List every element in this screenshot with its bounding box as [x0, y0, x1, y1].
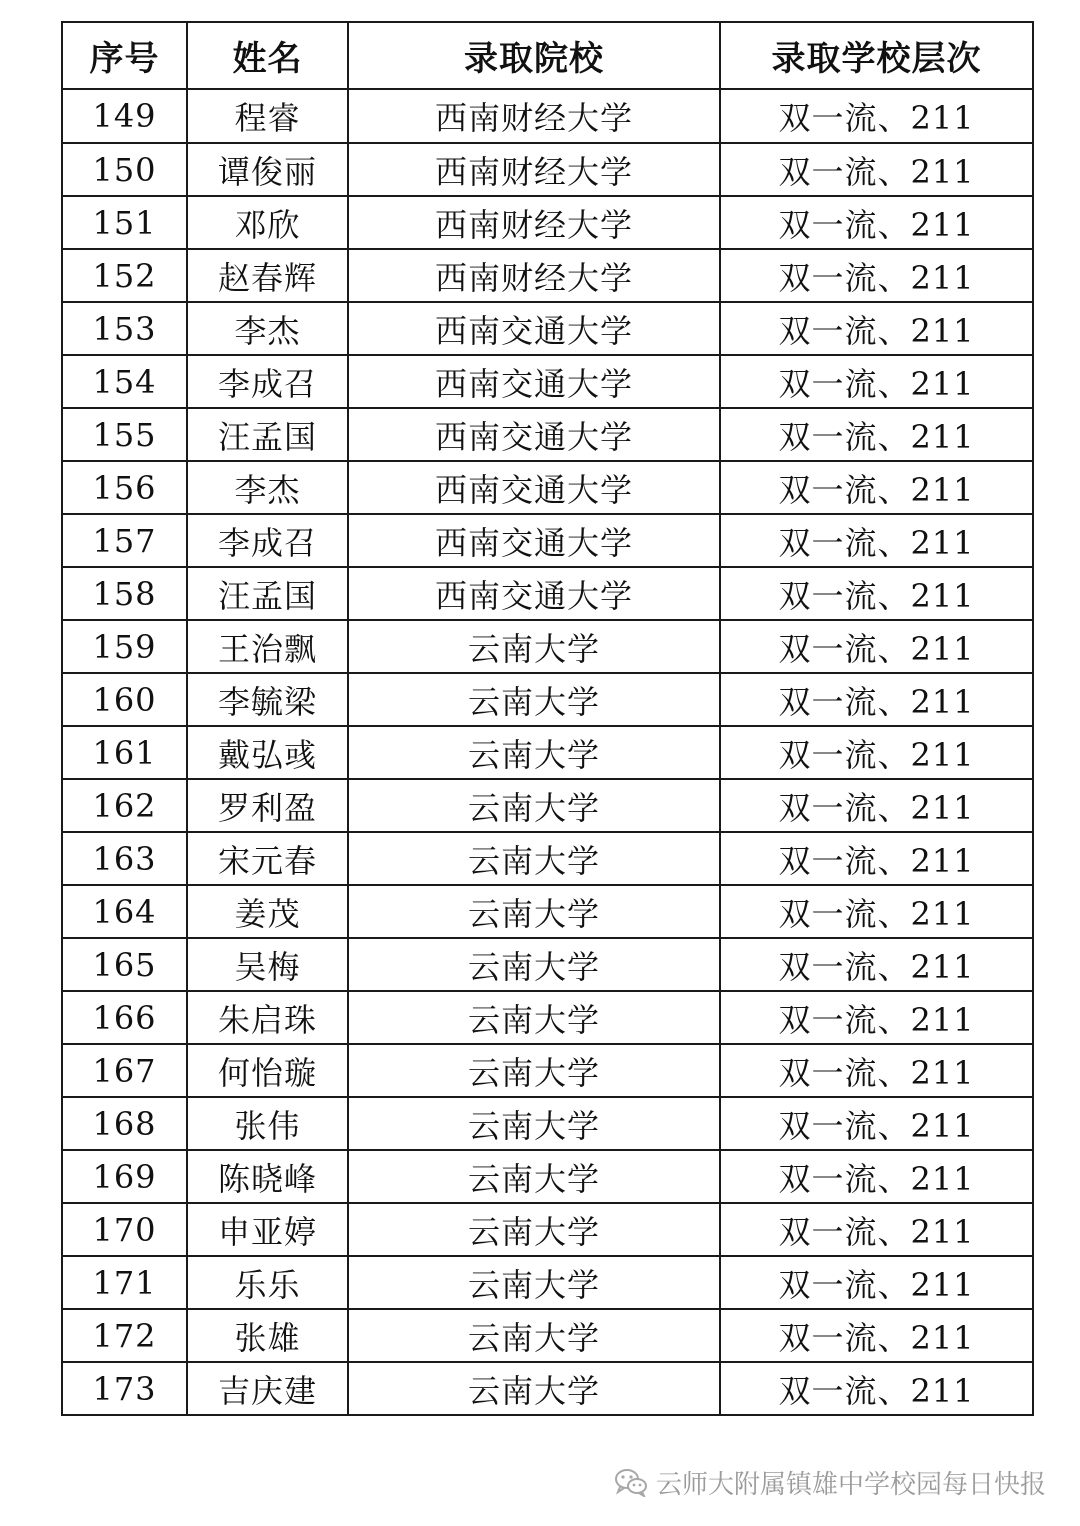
table-row — [62, 89, 1033, 143]
table-row — [62, 1150, 1033, 1203]
cell-name: 程睿 — [187, 89, 348, 143]
cell-level: 双一流、211 — [720, 1097, 1033, 1150]
cell-seq: 169 — [62, 1150, 187, 1203]
cell-name: 李杰 — [187, 302, 348, 355]
cell-name: 申亚婷 — [187, 1203, 348, 1256]
cell-seq: 158 — [62, 567, 187, 620]
cell-level: 双一流、211 — [720, 1044, 1033, 1097]
watermark-text: 云师大附属镇雄中学校园每日快报 — [655, 1469, 1046, 1500]
table-row — [62, 1362, 1033, 1415]
cell-seq: 156 — [62, 461, 187, 514]
cell-school: 云南大学 — [348, 726, 720, 779]
table-row — [62, 991, 1033, 1044]
cell-name: 宋元春 — [187, 832, 348, 885]
cell-level: 双一流、211 — [720, 885, 1033, 938]
cell-level: 双一流、211 — [720, 302, 1033, 355]
cell-seq: 165 — [62, 938, 187, 991]
cell-seq: 149 — [62, 89, 187, 143]
cell-name: 吉庆建 — [187, 1362, 348, 1415]
header-seq: 序号 — [62, 22, 187, 89]
cell-name: 王治飘 — [187, 620, 348, 673]
cell-seq: 163 — [62, 832, 187, 885]
cell-level: 双一流、211 — [720, 1203, 1033, 1256]
cell-school: 云南大学 — [348, 832, 720, 885]
cell-school: 云南大学 — [348, 938, 720, 991]
header-school: 录取院校 — [348, 22, 720, 89]
cell-level: 双一流、211 — [720, 461, 1033, 514]
cell-seq: 166 — [62, 991, 187, 1044]
cell-school: 西南交通大学 — [348, 567, 720, 620]
cell-level: 双一流、211 — [720, 143, 1033, 196]
table-row — [62, 249, 1033, 302]
cell-name: 赵春辉 — [187, 249, 348, 302]
cell-school: 云南大学 — [348, 1150, 720, 1203]
cell-school: 西南财经大学 — [348, 249, 720, 302]
cell-name: 姜茂 — [187, 885, 348, 938]
cell-level: 双一流、211 — [720, 196, 1033, 249]
cell-school: 西南交通大学 — [348, 355, 720, 408]
cell-name: 何怡璇 — [187, 1044, 348, 1097]
cell-seq: 150 — [62, 143, 187, 196]
cell-name: 吴梅 — [187, 938, 348, 991]
table-row — [62, 302, 1033, 355]
cell-seq: 157 — [62, 514, 187, 567]
wechat-icon — [614, 1467, 648, 1497]
cell-seq: 161 — [62, 726, 187, 779]
table-row — [62, 567, 1033, 620]
table-row — [62, 726, 1033, 779]
cell-school: 西南财经大学 — [348, 89, 720, 143]
cell-level: 双一流、211 — [720, 832, 1033, 885]
cell-name: 汪孟国 — [187, 567, 348, 620]
table-row — [62, 355, 1033, 408]
table-row — [62, 779, 1033, 832]
cell-seq: 153 — [62, 302, 187, 355]
table-row — [62, 1097, 1033, 1150]
table-row — [62, 1044, 1033, 1097]
table-body — [62, 89, 1033, 1415]
cell-name: 戴弘彧 — [187, 726, 348, 779]
cell-name: 李毓梁 — [187, 673, 348, 726]
cell-name: 陈晓峰 — [187, 1150, 348, 1203]
cell-seq: 155 — [62, 408, 187, 461]
cell-level: 双一流、211 — [720, 991, 1033, 1044]
cell-level: 双一流、211 — [720, 1362, 1033, 1415]
cell-school: 西南交通大学 — [348, 408, 720, 461]
cell-seq: 170 — [62, 1203, 187, 1256]
cell-level: 双一流、211 — [720, 355, 1033, 408]
cell-seq: 160 — [62, 673, 187, 726]
cell-level: 双一流、211 — [720, 1309, 1033, 1362]
cell-name: 朱启珠 — [187, 991, 348, 1044]
cell-seq: 159 — [62, 620, 187, 673]
cell-seq: 162 — [62, 779, 187, 832]
cell-level: 双一流、211 — [720, 1256, 1033, 1309]
table-row — [62, 143, 1033, 196]
cell-school: 云南大学 — [348, 1309, 720, 1362]
table-row — [62, 461, 1033, 514]
cell-level: 双一流、211 — [720, 1150, 1033, 1203]
cell-name: 罗利盈 — [187, 779, 348, 832]
cell-school: 西南交通大学 — [348, 514, 720, 567]
cell-seq: 173 — [62, 1362, 187, 1415]
cell-school: 云南大学 — [348, 1362, 720, 1415]
cell-school: 云南大学 — [348, 991, 720, 1044]
watermark — [614, 1462, 1046, 1502]
cell-level: 双一流、211 — [720, 567, 1033, 620]
cell-school: 西南交通大学 — [348, 461, 720, 514]
cell-seq: 172 — [62, 1309, 187, 1362]
table-row — [62, 1203, 1033, 1256]
cell-school: 云南大学 — [348, 885, 720, 938]
cell-seq: 168 — [62, 1097, 187, 1150]
cell-level: 双一流、211 — [720, 673, 1033, 726]
cell-name: 李成召 — [187, 514, 348, 567]
cell-school: 云南大学 — [348, 1097, 720, 1150]
cell-level: 双一流、211 — [720, 779, 1033, 832]
cell-school: 云南大学 — [348, 1203, 720, 1256]
cell-name: 张雄 — [187, 1309, 348, 1362]
header-name: 姓名 — [187, 22, 348, 89]
table-row — [62, 885, 1033, 938]
table-row — [62, 620, 1033, 673]
cell-level: 双一流、211 — [720, 408, 1033, 461]
cell-level: 双一流、211 — [720, 89, 1033, 143]
cell-level: 双一流、211 — [720, 249, 1033, 302]
cell-name: 李杰 — [187, 461, 348, 514]
cell-seq: 151 — [62, 196, 187, 249]
table-row — [62, 938, 1033, 991]
cell-name: 乐乐 — [187, 1256, 348, 1309]
cell-school: 西南财经大学 — [348, 196, 720, 249]
cell-school: 西南交通大学 — [348, 302, 720, 355]
cell-name: 邓欣 — [187, 196, 348, 249]
table-row — [62, 196, 1033, 249]
cell-name: 谭俊丽 — [187, 143, 348, 196]
cell-school: 西南财经大学 — [348, 143, 720, 196]
cell-seq: 154 — [62, 355, 187, 408]
header-level: 录取学校层次 — [720, 22, 1033, 89]
cell-level: 双一流、211 — [720, 938, 1033, 991]
table-row — [62, 514, 1033, 567]
cell-name: 李成召 — [187, 355, 348, 408]
admissions-table — [61, 21, 1034, 1416]
table-row — [62, 1309, 1033, 1362]
cell-school: 云南大学 — [348, 620, 720, 673]
cell-school: 云南大学 — [348, 673, 720, 726]
cell-name: 汪孟国 — [187, 408, 348, 461]
cell-seq: 152 — [62, 249, 187, 302]
cell-seq: 167 — [62, 1044, 187, 1097]
cell-name: 张伟 — [187, 1097, 348, 1150]
table-row — [62, 832, 1033, 885]
cell-level: 双一流、211 — [720, 620, 1033, 673]
cell-seq: 171 — [62, 1256, 187, 1309]
table-row — [62, 673, 1033, 726]
table-header-row — [62, 22, 1033, 89]
table-row — [62, 1256, 1033, 1309]
cell-school: 云南大学 — [348, 1044, 720, 1097]
cell-school: 云南大学 — [348, 779, 720, 832]
cell-seq: 164 — [62, 885, 187, 938]
table-row — [62, 408, 1033, 461]
cell-level: 双一流、211 — [720, 514, 1033, 567]
cell-school: 云南大学 — [348, 1256, 720, 1309]
cell-level: 双一流、211 — [720, 726, 1033, 779]
